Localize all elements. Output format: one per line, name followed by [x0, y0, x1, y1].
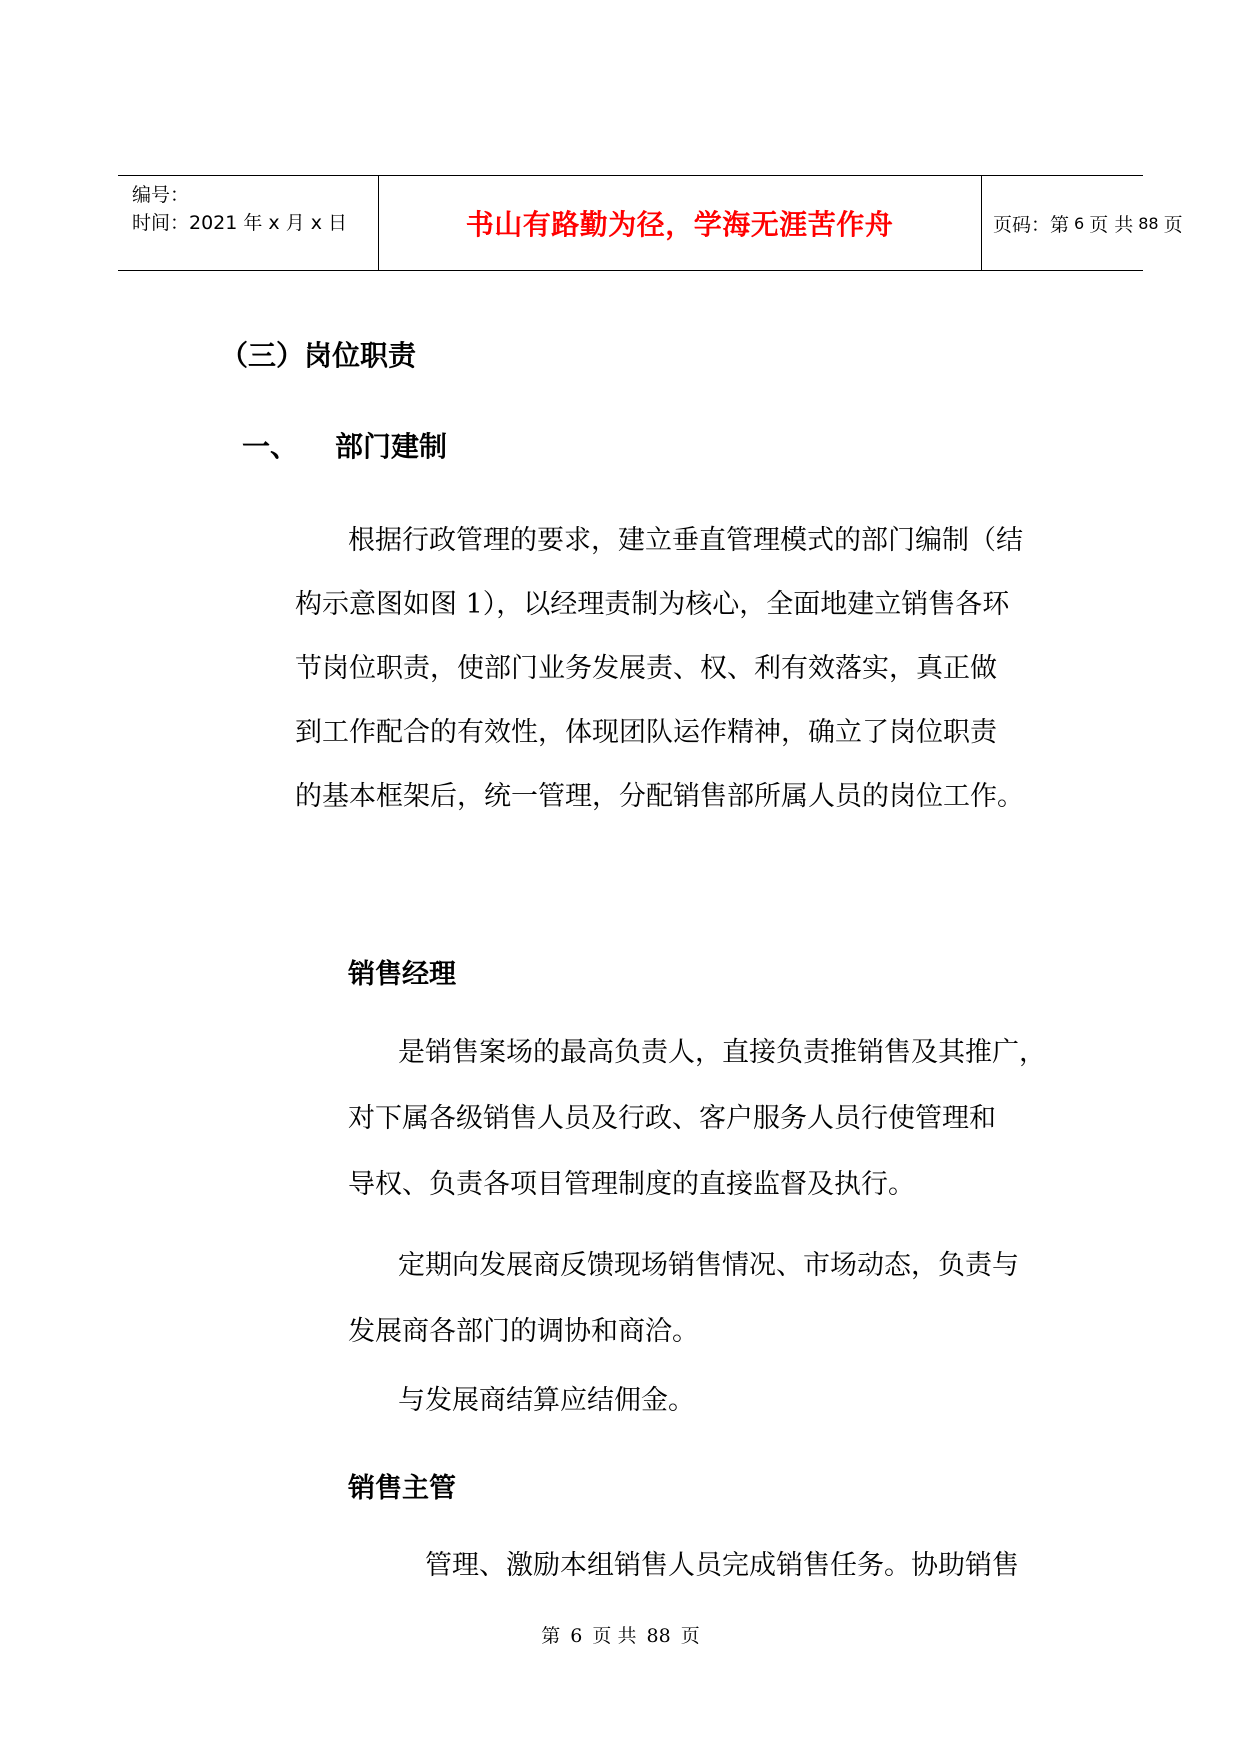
manager-line: 定期向发展商反馈现场销售情况、市场动态，负责与: [398, 1250, 1019, 1281]
footer-page: 6: [570, 1625, 583, 1647]
header-meta-cell: [118, 176, 379, 270]
subsection-number: 一、: [242, 430, 299, 463]
page-total: 88: [1138, 213, 1159, 233]
subsection-title: 部门建制: [335, 430, 448, 463]
footer-suffix: 页: [680, 1625, 700, 1647]
footer-prefix: 第: [541, 1625, 561, 1647]
page-prefix: 页码：第: [993, 213, 1070, 236]
section-title: （三）岗位职责: [220, 339, 417, 372]
footer-mid: 页 共: [592, 1625, 637, 1647]
manager-line: 导权、负责各项目管理制度的直接监督及执行。: [348, 1169, 915, 1200]
page-footer: [0, 1621, 1241, 1648]
page-suffix: 页: [1163, 213, 1183, 236]
intro-line: 根据行政管理的要求，建立垂直管理模式的部门编制（结: [348, 525, 1023, 556]
role-title-manager: 销售经理: [348, 959, 456, 990]
header-motto-cell: [378, 176, 982, 270]
footer-total: 88: [646, 1625, 671, 1647]
manager-line: 是销售案场的最高负责人，直接负责推销售及其推广，: [398, 1037, 1046, 1068]
intro-line: 的基本框架后，统一管理，分配销售部所属人员的岗位工作。: [295, 781, 1024, 812]
page-number: 6: [1074, 213, 1085, 233]
manager-line: 发展商各部门的调协和商洽。: [348, 1316, 699, 1347]
intro-line: 构示意图如图 1），以经理责制为核心，全面地建立销售各环: [295, 589, 1010, 620]
page-mid: 页 共: [1089, 213, 1134, 236]
intro-line: 到工作配合的有效性，体现团队运作精神，确立了岗位职责: [295, 717, 997, 748]
role-title-supervisor: 销售主管: [348, 1473, 456, 1504]
manager-line: 对下属各级销售人员及行政、客户服务人员行使管理和: [348, 1103, 996, 1134]
supervisor-line: 管理、激励本组销售人员完成销售任务。协助销售: [425, 1550, 1019, 1581]
time-label: 时间：2021 年 x 月 x 日: [132, 212, 348, 234]
number-label: 编号：: [132, 184, 190, 206]
header-page-cell: [981, 176, 1183, 270]
intro-line: 节岗位职责，使部门业务发展责、权、利有效落实，真正做: [295, 653, 997, 684]
header-table: [118, 175, 1183, 271]
motto-text: 书山有路勤为径，学海无涯苦作舟: [465, 208, 894, 241]
manager-line: 与发展商结算应结佣金。: [398, 1385, 695, 1416]
